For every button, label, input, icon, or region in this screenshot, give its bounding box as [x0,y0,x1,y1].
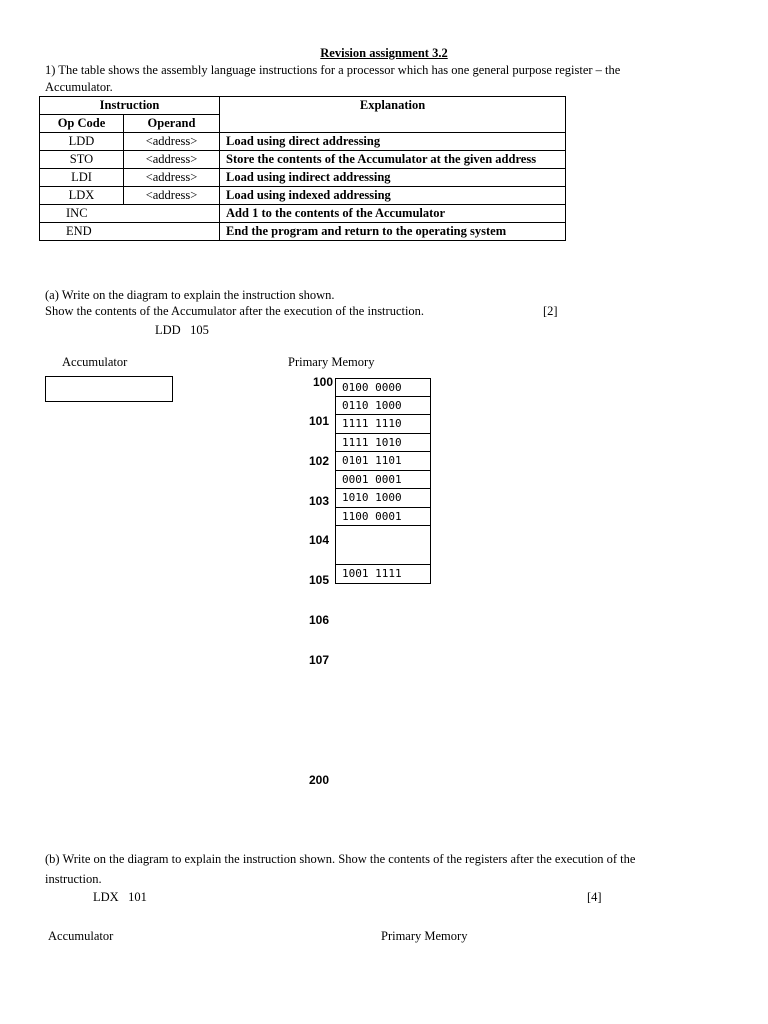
explanation-cell: Load using direct addressing [220,133,566,151]
address-label: 106 [309,613,330,627]
part-a-line-2: Show the contents of the Accumulator after the execution of the instruction. [45,304,425,318]
memory-table [335,378,431,584]
opcode-cell: LDX [40,187,124,205]
memory-cell: 1010 1000 [335,489,431,508]
table-row [40,205,566,223]
operand-cell: <address> [124,187,220,205]
memory-cell: 1001 1111 [335,565,431,584]
address-label: 105 [309,573,330,587]
header-explanation: Explanation [220,97,566,133]
opcode-cell: LDI [40,169,124,187]
table-row [40,133,566,151]
primary-memory-label: Primary Memory [288,355,375,369]
part-b-marks: [4] [587,890,602,904]
explanation-cell: Load using indirect addressing [220,169,566,187]
table-row [40,169,566,187]
instruction-table [39,96,566,241]
table-row [40,223,566,241]
explanation-cell: Store the contents of the Accumulator at the given address [220,151,566,169]
part-b-line-2: instruction. [45,872,102,886]
intro-line-2: Accumulator. [45,80,113,94]
header-opcode: Op Code [40,115,124,133]
accumulator-label-b: Accumulator [48,929,114,943]
operand-cell: <address> [124,169,220,187]
opcode-cell: STO [40,151,124,169]
address-label: 100 [313,375,334,389]
accumulator-label: Accumulator [62,355,128,369]
address-label: 104 [309,533,330,547]
memory-cell: 1100 0001 [335,508,431,527]
operand-cell: <address> [124,133,220,151]
part-a-line-1: (a) Write on the diagram to explain the instruction shown. [45,288,335,302]
header-operand: Operand [124,115,220,133]
explanation-cell: Load using indexed addressing [220,187,566,205]
part-b-line-1: (b) Write on the diagram to explain the instruction shown. Show the contents of the registers after the execution of the [45,852,636,866]
page-title: Revision assignment 3.2 [320,46,448,60]
memory-cell: 0110 1000 [335,397,431,416]
explanation-cell: End the program and return to the operating system [220,223,566,241]
opcode-cell: INC [40,205,220,223]
memory-cell: 1111 1010 [335,434,431,453]
opcode-cell: END [40,223,220,241]
header-instruction: Instruction [40,97,220,115]
address-label: 103 [309,494,330,508]
part-a-marks: [2] [543,304,558,318]
address-label: 107 [309,653,330,667]
memory-cell: 0100 0000 [335,378,431,397]
address-label: 200 [309,773,330,787]
table-row [40,151,566,169]
primary-memory-label-b: Primary Memory [381,929,468,943]
memory-cell: 0101 1101 [335,452,431,471]
opcode-cell: LDD [40,133,124,151]
address-label: 102 [309,454,330,468]
part-b-instruction: LDX 101 [93,890,147,904]
address-label: 101 [309,414,330,428]
table-row [40,187,566,205]
operand-cell: <address> [124,151,220,169]
intro-line-1: 1) The table shows the assembly language instructions for a processor which has one general purpose register – the [45,63,621,77]
memory-cell: 0001 0001 [335,471,431,490]
part-a-instruction: LDD 105 [155,323,209,337]
accumulator-box[interactable] [45,376,173,402]
explanation-cell: Add 1 to the contents of the Accumulator [220,205,566,223]
memory-cell: 1111 1110 [335,415,431,434]
memory-cell-empty [335,526,431,565]
